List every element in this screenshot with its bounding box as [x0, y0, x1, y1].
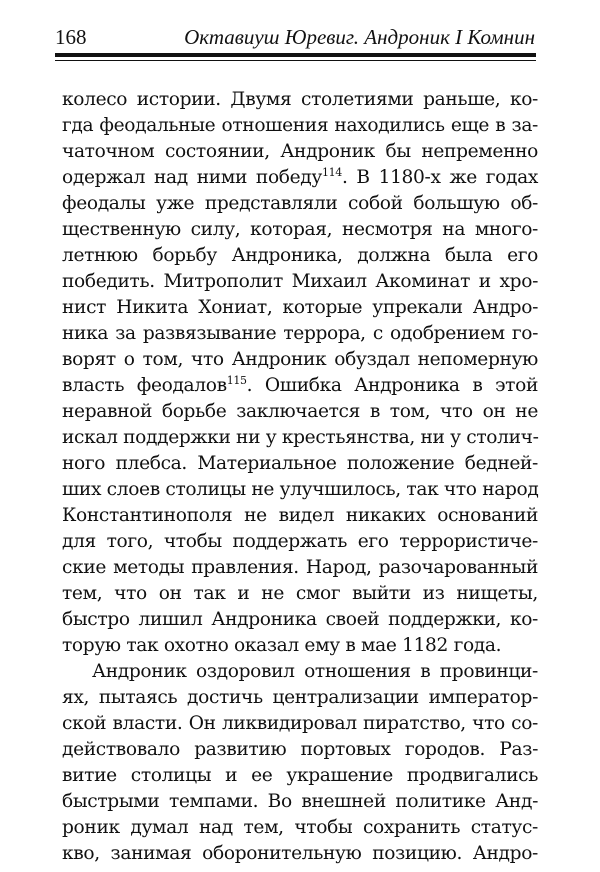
page-number: 168	[55, 25, 87, 49]
text-line: ях, пытаясь достичь централизации император-	[62, 687, 538, 708]
running-title: Октавиуш Юревиг. Андроник I Комнин	[184, 25, 535, 49]
text-segment: власть феодалов	[62, 375, 227, 396]
text-line: нист Никита Хониат, которые упрекали Андро-	[62, 297, 538, 318]
text-line: ного плебса. Материальное положение бедней-	[62, 453, 538, 474]
footnote-ref-115: 115	[226, 374, 247, 387]
text-line: летнюю борьбу Андроника, должна была его	[62, 245, 538, 266]
text-line: действовало развитию портовых городов. Раз-	[62, 739, 538, 760]
text-line: ской власти. Он ликвидировал пиратство, что со-	[62, 713, 538, 734]
header-rule-thin	[55, 60, 536, 61]
text-line: гда феодальные отношения находились еще в за-	[62, 115, 538, 136]
running-head	[55, 24, 535, 50]
text-segment: . Ошибка Андроника в этой	[246, 375, 538, 396]
text-line: феодалы уже представляли собой большую об-	[62, 193, 538, 214]
text-line: быстрыми темпами. Во внешней политике Анд-	[62, 791, 538, 812]
text-line: быстро лишил Андроника своей поддержки, ко-	[62, 609, 538, 630]
text-line: тем, что он так и не смог выйти из нищеты,	[62, 583, 538, 604]
text-line: искал поддержки ни у крестьянства, ни у столич-	[62, 427, 539, 448]
text-line: колесо истории. Двумя столетиями раньше, ко-	[62, 89, 538, 110]
text-line: неравной борьбе заключается в том, что он не	[62, 401, 538, 422]
text-line: победить. Митрополит Михаил Акоминат и хро-	[62, 271, 538, 292]
text-line: кво, занимая оборонительную позицию. Андро-	[62, 843, 538, 864]
text-line: щественную силу, которая, несмотря на много-	[62, 219, 538, 240]
footnote-ref-114: 114	[321, 166, 342, 179]
text-line: ника за развязывание террора, с одобрением го-	[62, 323, 538, 344]
text-line: витие столицы и ее украшение продвигались	[62, 765, 538, 786]
text-line-with-footnote	[62, 165, 538, 191]
text-line: чаточном состоянии, Андроник бы непременно	[62, 141, 538, 162]
text-line-with-footnote	[62, 373, 538, 399]
text-line: Константинополя не видел никаких оснований	[62, 505, 538, 526]
text-segment: . В 1180-х же годах	[341, 167, 538, 188]
text-segment: одержал над ними победу	[62, 167, 322, 188]
paragraph-last-line: торую так охотно оказал ему в мае 1182 года.	[62, 635, 502, 656]
text-line: ворят о том, что Андроник обуздал непомерную	[62, 349, 538, 370]
text-line: ские методы правления. Народ, разочарованный	[62, 557, 538, 578]
text-line: для того, чтобы поддержать его террористиче-	[62, 531, 538, 552]
text-line: ших слоев столицы не улучшилось, так что народ	[62, 479, 539, 500]
header-rule-thick	[55, 53, 536, 57]
text-line: роник думал над тем, чтобы сохранить статус-	[62, 817, 538, 838]
body-text	[62, 87, 538, 867]
paragraph-first-line: Андроник оздоровил отношения в провинци-	[92, 661, 538, 682]
